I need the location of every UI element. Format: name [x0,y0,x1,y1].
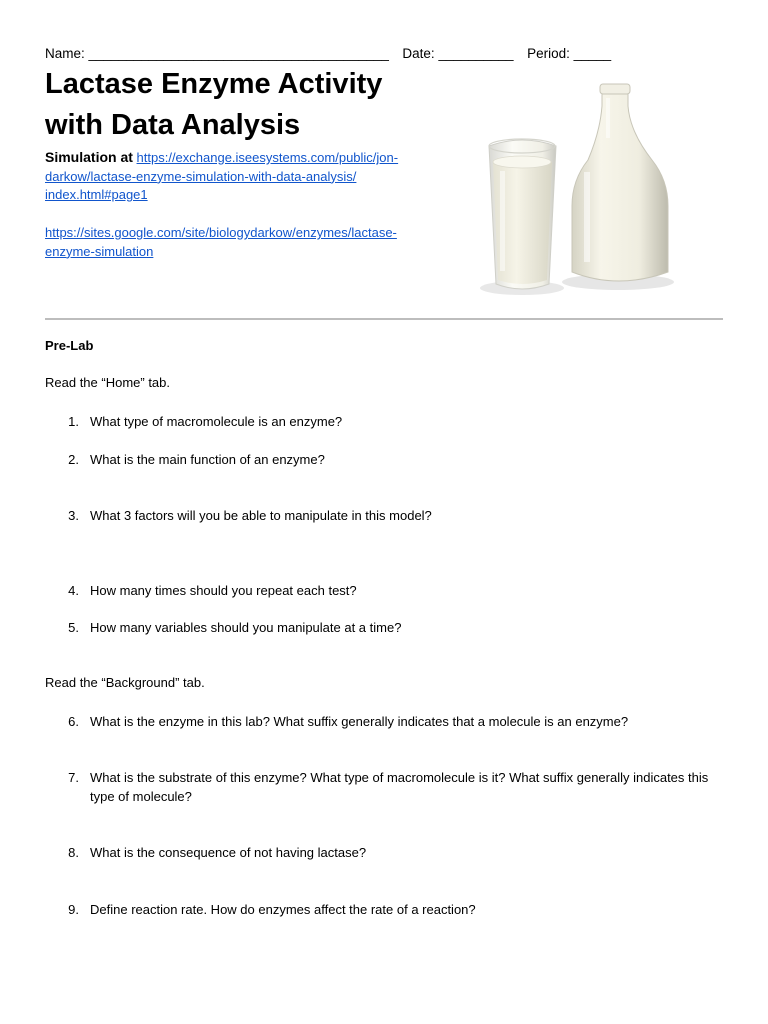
question-text: Define reaction rate. How do enzymes affect the rate of a reaction? [90,902,476,917]
simulation-link-part-3: index.html#page1 [45,187,148,202]
milk-glass-and-bottle-icon [456,76,675,300]
google-link-part-1: https://sites.google.com/site/biologydarkow/enzymes/lactase- [45,225,397,240]
question-text: What is the enzyme in this lab? What suffix generally indicates that a molecule is an enzyme? [90,714,629,729]
question-text: What is the substrate of this enzyme? What type of macromolecule is it? What suffix generally indicates this type of molecule? [90,770,709,804]
period-label: Period: [527,46,570,61]
question-number: 2. [68,452,79,467]
google-sites-info [45,224,440,261]
simulation-label: Simulation at [45,149,133,165]
prelab-heading: Pre-Lab [45,338,94,353]
google-link-part-2: enzyme-simulation [45,243,154,259]
simulation-info [45,148,440,205]
google-sites-link[interactable] [45,225,397,259]
title-line-2: with Data Analysis [45,109,301,141]
simulation-link-part-2: darkow/lactase-enzyme-simulation-with-data-analysis/ [45,168,357,184]
date-label: Date: [402,46,435,61]
question-number: 8. [68,845,79,860]
period-blank[interactable]: _____ [573,46,612,61]
background-tab-instruction: Read the “Background” tab. [45,675,205,690]
page-title [45,64,445,146]
question-text: What type of macromolecule is an enzyme? [90,414,343,429]
name-label: Name: [45,46,85,61]
question-number: 5. [68,620,79,635]
name-blank[interactable]: ________________________________________ [88,46,389,61]
question-number: 6. [68,714,79,729]
date-blank[interactable]: __________ [438,46,514,61]
milk-photo [456,76,675,300]
question-number: 7. [68,770,79,785]
question-text: What is the main function of an enzyme? [90,452,325,467]
home-tab-instruction: Read the “Home” tab. [45,375,171,390]
question-text: What 3 factors will you be able to manipulate in this model? [90,508,432,523]
simulation-link-part-1: https://exchange.iseesystems.com/public/jon- [136,150,399,165]
question-number: 9. [68,902,79,917]
question-text: What is the consequence of not having lactase? [90,845,367,860]
question-number: 3. [68,508,79,523]
title-line-1: Lactase Enzyme Activity [45,68,383,100]
question-number: 4. [68,583,79,598]
question-number: 1. [68,414,79,429]
question-text: How many variables should you manipulate at a time? [90,620,402,635]
student-info-line [45,46,611,61]
section-divider [45,318,723,320]
question-text: How many times should you repeat each test? [90,583,357,598]
